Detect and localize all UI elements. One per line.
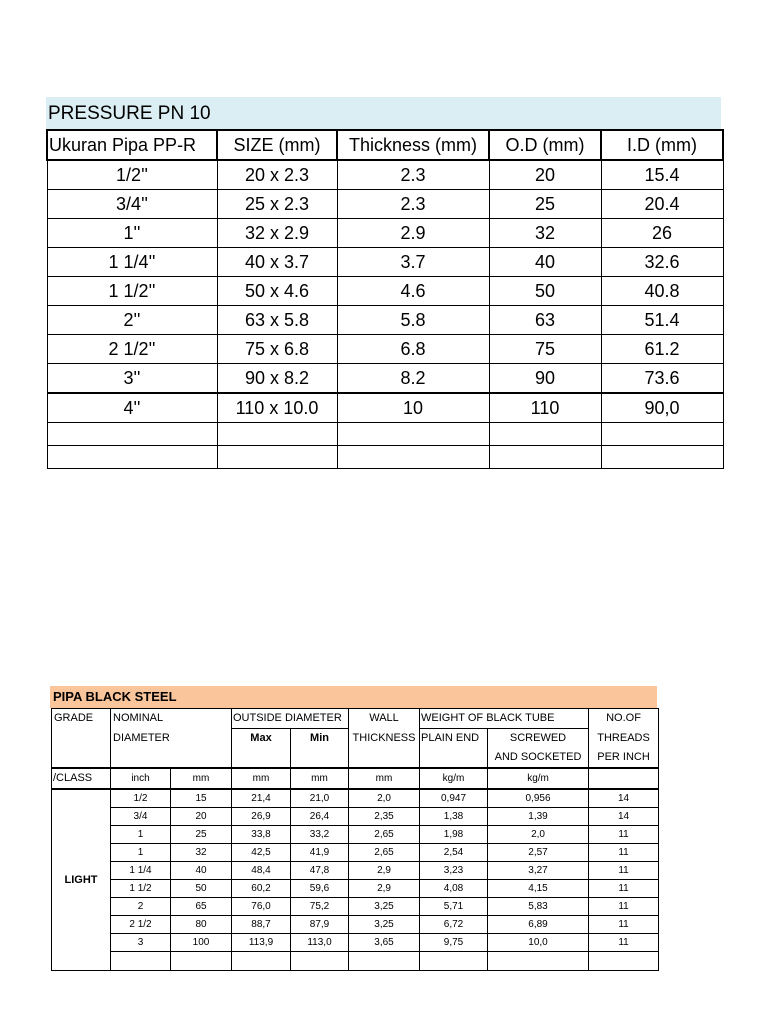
pn10-body [47,160,723,469]
header-size: SIZE (mm) [217,130,337,160]
cell-plain-end: 5,71 [420,898,488,916]
cell-od-max: 88,7 [232,916,291,934]
table-row [47,306,723,335]
table-row [52,898,659,916]
cell-od: 32 [489,219,601,248]
cell-wall: 2,35 [349,808,420,826]
black-steel-header-row-1 [52,709,659,729]
cell-inch: 3 [111,934,171,952]
cell-od-max: 42,5 [232,844,291,862]
cell-mm: 80 [171,916,232,934]
cell-id: 32.6 [601,248,723,277]
empty-row [52,952,659,971]
cell-inch: 1 [111,844,171,862]
table-row [52,862,659,880]
cell-inch: 2 [111,898,171,916]
cell-od: 75 [489,335,601,364]
header-ukuran-pipa: Ukuran Pipa PP-R [47,130,217,160]
cell-threads: 11 [589,916,659,934]
table-row [52,826,659,844]
unit-mm-nominal: mm [171,768,232,789]
cell-thickness: 2.3 [337,190,489,219]
cell-id: 90,0 [601,393,723,423]
cell-od-min: 21,0 [291,789,349,808]
unit-mm-wall: mm [349,768,420,789]
cell-size: 32 x 2.9 [217,219,337,248]
empty-cell [601,446,723,469]
cell-od-max: 26,9 [232,808,291,826]
cell-inch: 1 1/4 [111,862,171,880]
cell-threads: 11 [589,898,659,916]
cell-od: 110 [489,393,601,423]
cell-wall: 3,65 [349,934,420,952]
cell-plain-end: 0,947 [420,789,488,808]
empty-cell [232,952,291,971]
cell-id: 26 [601,219,723,248]
cell-mm: 40 [171,862,232,880]
cell-thickness: 4.6 [337,277,489,306]
cell-inch: 1 1/2 [111,880,171,898]
cell-screwed: 5,83 [488,898,589,916]
cell-od-min: 26,4 [291,808,349,826]
cell-od-max: 113,9 [232,934,291,952]
empty-cell [111,952,171,971]
cell-wall: 2,65 [349,826,420,844]
header-threads-1: NO.OF [589,709,659,729]
header-outside-diameter: OUTSIDE DIAMETER [232,709,349,729]
cell-ukuran: 1/2'' [47,160,217,190]
table-row [47,364,723,394]
empty-cell [217,423,337,446]
table-row [52,808,659,826]
cell-screwed: 3,27 [488,862,589,880]
cell-wall: 2,9 [349,862,420,880]
black-steel-body [52,789,659,971]
black-steel-units-row [52,768,659,789]
cell-ukuran: 3/4'' [47,190,217,219]
cell-thickness: 5.8 [337,306,489,335]
cell-screwed: 2,57 [488,844,589,862]
header-weight: WEIGHT OF BLACK TUBE [420,709,589,729]
cell-mm: 25 [171,826,232,844]
cell-id: 40.8 [601,277,723,306]
cell-od-max: 21,4 [232,789,291,808]
cell-plain-end: 9,75 [420,934,488,952]
cell-id: 51.4 [601,306,723,335]
unit-mm-max: mm [232,768,291,789]
cell-thickness: 2.9 [337,219,489,248]
cell-od-min: 33,2 [291,826,349,844]
cell-od-min: 41,9 [291,844,349,862]
cell-plain-end: 2,54 [420,844,488,862]
cell-thickness: 3.7 [337,248,489,277]
cell-screwed: 6,89 [488,916,589,934]
empty-cell [337,423,489,446]
cell-ukuran: 1 1/2'' [47,277,217,306]
cell-mm: 20 [171,808,232,826]
cell-threads: 14 [589,808,659,826]
empty-cell [489,446,601,469]
empty-cell [489,423,601,446]
cell-size: 63 x 5.8 [217,306,337,335]
cell-screwed: 10,0 [488,934,589,952]
cell-od-max: 48,4 [232,862,291,880]
cell-od: 25 [489,190,601,219]
cell-od: 50 [489,277,601,306]
black-steel-title: PIPA BLACK STEEL [50,686,657,708]
cell-wall: 2,65 [349,844,420,862]
cell-size: 25 x 2.3 [217,190,337,219]
cell-screwed: 4,15 [488,880,589,898]
cell-plain-end: 6,72 [420,916,488,934]
cell-ukuran: 1 1/4'' [47,248,217,277]
cell-od-min: 87,9 [291,916,349,934]
empty-row [47,446,723,469]
empty-cell [291,952,349,971]
empty-cell [47,423,217,446]
cell-inch: 1/2 [111,789,171,808]
cell-plain-end: 4,08 [420,880,488,898]
table-row [47,248,723,277]
header-nominal-1: NOMINAL [111,709,232,729]
cell-threads: 11 [589,844,659,862]
cell-od-max: 33,8 [232,826,291,844]
cell-thickness: 6.8 [337,335,489,364]
cell-wall: 3,25 [349,916,420,934]
cell-threads: 14 [589,789,659,808]
header-plain-end: PLAIN END [420,729,488,749]
cell-od: 90 [489,364,601,394]
cell-od-min: 75,2 [291,898,349,916]
empty-cell [217,446,337,469]
cell-ukuran: 2'' [47,306,217,335]
empty-row [47,423,723,446]
cell-thickness: 8.2 [337,364,489,394]
header-thickness: Thickness (mm) [337,130,489,160]
empty-cell [488,952,589,971]
cell-mm: 15 [171,789,232,808]
pn10-header-row [47,130,723,160]
header-threads-2: THREADS [589,729,659,749]
cell-plain-end: 1,98 [420,826,488,844]
header-nominal-2: DIAMETER [111,729,232,749]
header-screwed-1: SCREWED [488,729,589,749]
cell-size: 75 x 6.8 [217,335,337,364]
header-wall-1: WALL [349,709,420,729]
header-class: /CLASS [52,768,111,789]
cell-size: 110 x 10.0 [217,393,337,423]
unit-kgm-plain: kg/m [420,768,488,789]
header-threads-3: PER INCH [589,748,659,768]
cell-wall: 2,9 [349,880,420,898]
empty-cell [171,952,232,971]
table-row [52,880,659,898]
cell-size: 20 x 2.3 [217,160,337,190]
unit-kgm-screwed: kg/m [488,768,589,789]
header-od: O.D (mm) [489,130,601,160]
cell-ukuran: 3'' [47,364,217,394]
pn10-table [46,129,724,469]
cell-threads: 11 [589,880,659,898]
unit-inch: inch [111,768,171,789]
cell-od-min: 59,6 [291,880,349,898]
cell-ukuran: 2 1/2'' [47,335,217,364]
empty-cell [589,952,659,971]
cell-thickness: 10 [337,393,489,423]
empty-cell [337,446,489,469]
empty-cell [47,446,217,469]
header-grade: GRADE [52,709,111,729]
table-row [47,277,723,306]
black-steel-header-row-3 [52,748,659,768]
cell-screwed: 2,0 [488,826,589,844]
cell-od-max: 76,0 [232,898,291,916]
grade-value: LIGHT [52,789,111,971]
empty-cell [601,423,723,446]
cell-mm: 100 [171,934,232,952]
cell-mm: 32 [171,844,232,862]
header-id: I.D (mm) [601,130,723,160]
cell-od: 20 [489,160,601,190]
table-row [52,789,659,808]
table-row [52,934,659,952]
cell-id: 20.4 [601,190,723,219]
cell-inch: 3/4 [111,808,171,826]
cell-id: 15.4 [601,160,723,190]
cell-plain-end: 1,38 [420,808,488,826]
cell-od: 40 [489,248,601,277]
table-row [52,916,659,934]
cell-mm: 50 [171,880,232,898]
cell-id: 61.2 [601,335,723,364]
black-steel-table [51,708,659,971]
empty-cell [349,952,420,971]
cell-inch: 2 1/2 [111,916,171,934]
unit-mm-min: mm [291,768,349,789]
cell-size: 90 x 8.2 [217,364,337,394]
table-row [47,190,723,219]
black-steel-header-row-2 [52,729,659,749]
cell-od: 63 [489,306,601,335]
cell-mm: 65 [171,898,232,916]
cell-inch: 1 [111,826,171,844]
cell-id: 73.6 [601,364,723,394]
cell-od-min: 47,8 [291,862,349,880]
table-row [47,219,723,248]
cell-od-min: 113,0 [291,934,349,952]
cell-size: 40 x 3.7 [217,248,337,277]
cell-threads: 11 [589,934,659,952]
cell-wall: 3,25 [349,898,420,916]
cell-thickness: 2.3 [337,160,489,190]
cell-size: 50 x 4.6 [217,277,337,306]
cell-screwed: 0,956 [488,789,589,808]
cell-wall: 2,0 [349,789,420,808]
header-max: Max [232,729,291,749]
table-row [47,393,723,423]
cell-ukuran: 1'' [47,219,217,248]
cell-plain-end: 3,23 [420,862,488,880]
table-row [47,335,723,364]
cell-threads: 11 [589,826,659,844]
header-wall-2: THICKNESS [349,729,420,749]
empty-cell [420,952,488,971]
cell-ukuran: 4'' [47,393,217,423]
table-row [52,844,659,862]
table-row [47,160,723,190]
cell-threads: 11 [589,862,659,880]
header-min: Min [291,729,349,749]
cell-od-max: 60,2 [232,880,291,898]
header-screwed-2: AND SOCKETED [488,748,589,768]
pn10-title: PRESSURE PN 10 [46,97,721,129]
cell-screwed: 1,39 [488,808,589,826]
